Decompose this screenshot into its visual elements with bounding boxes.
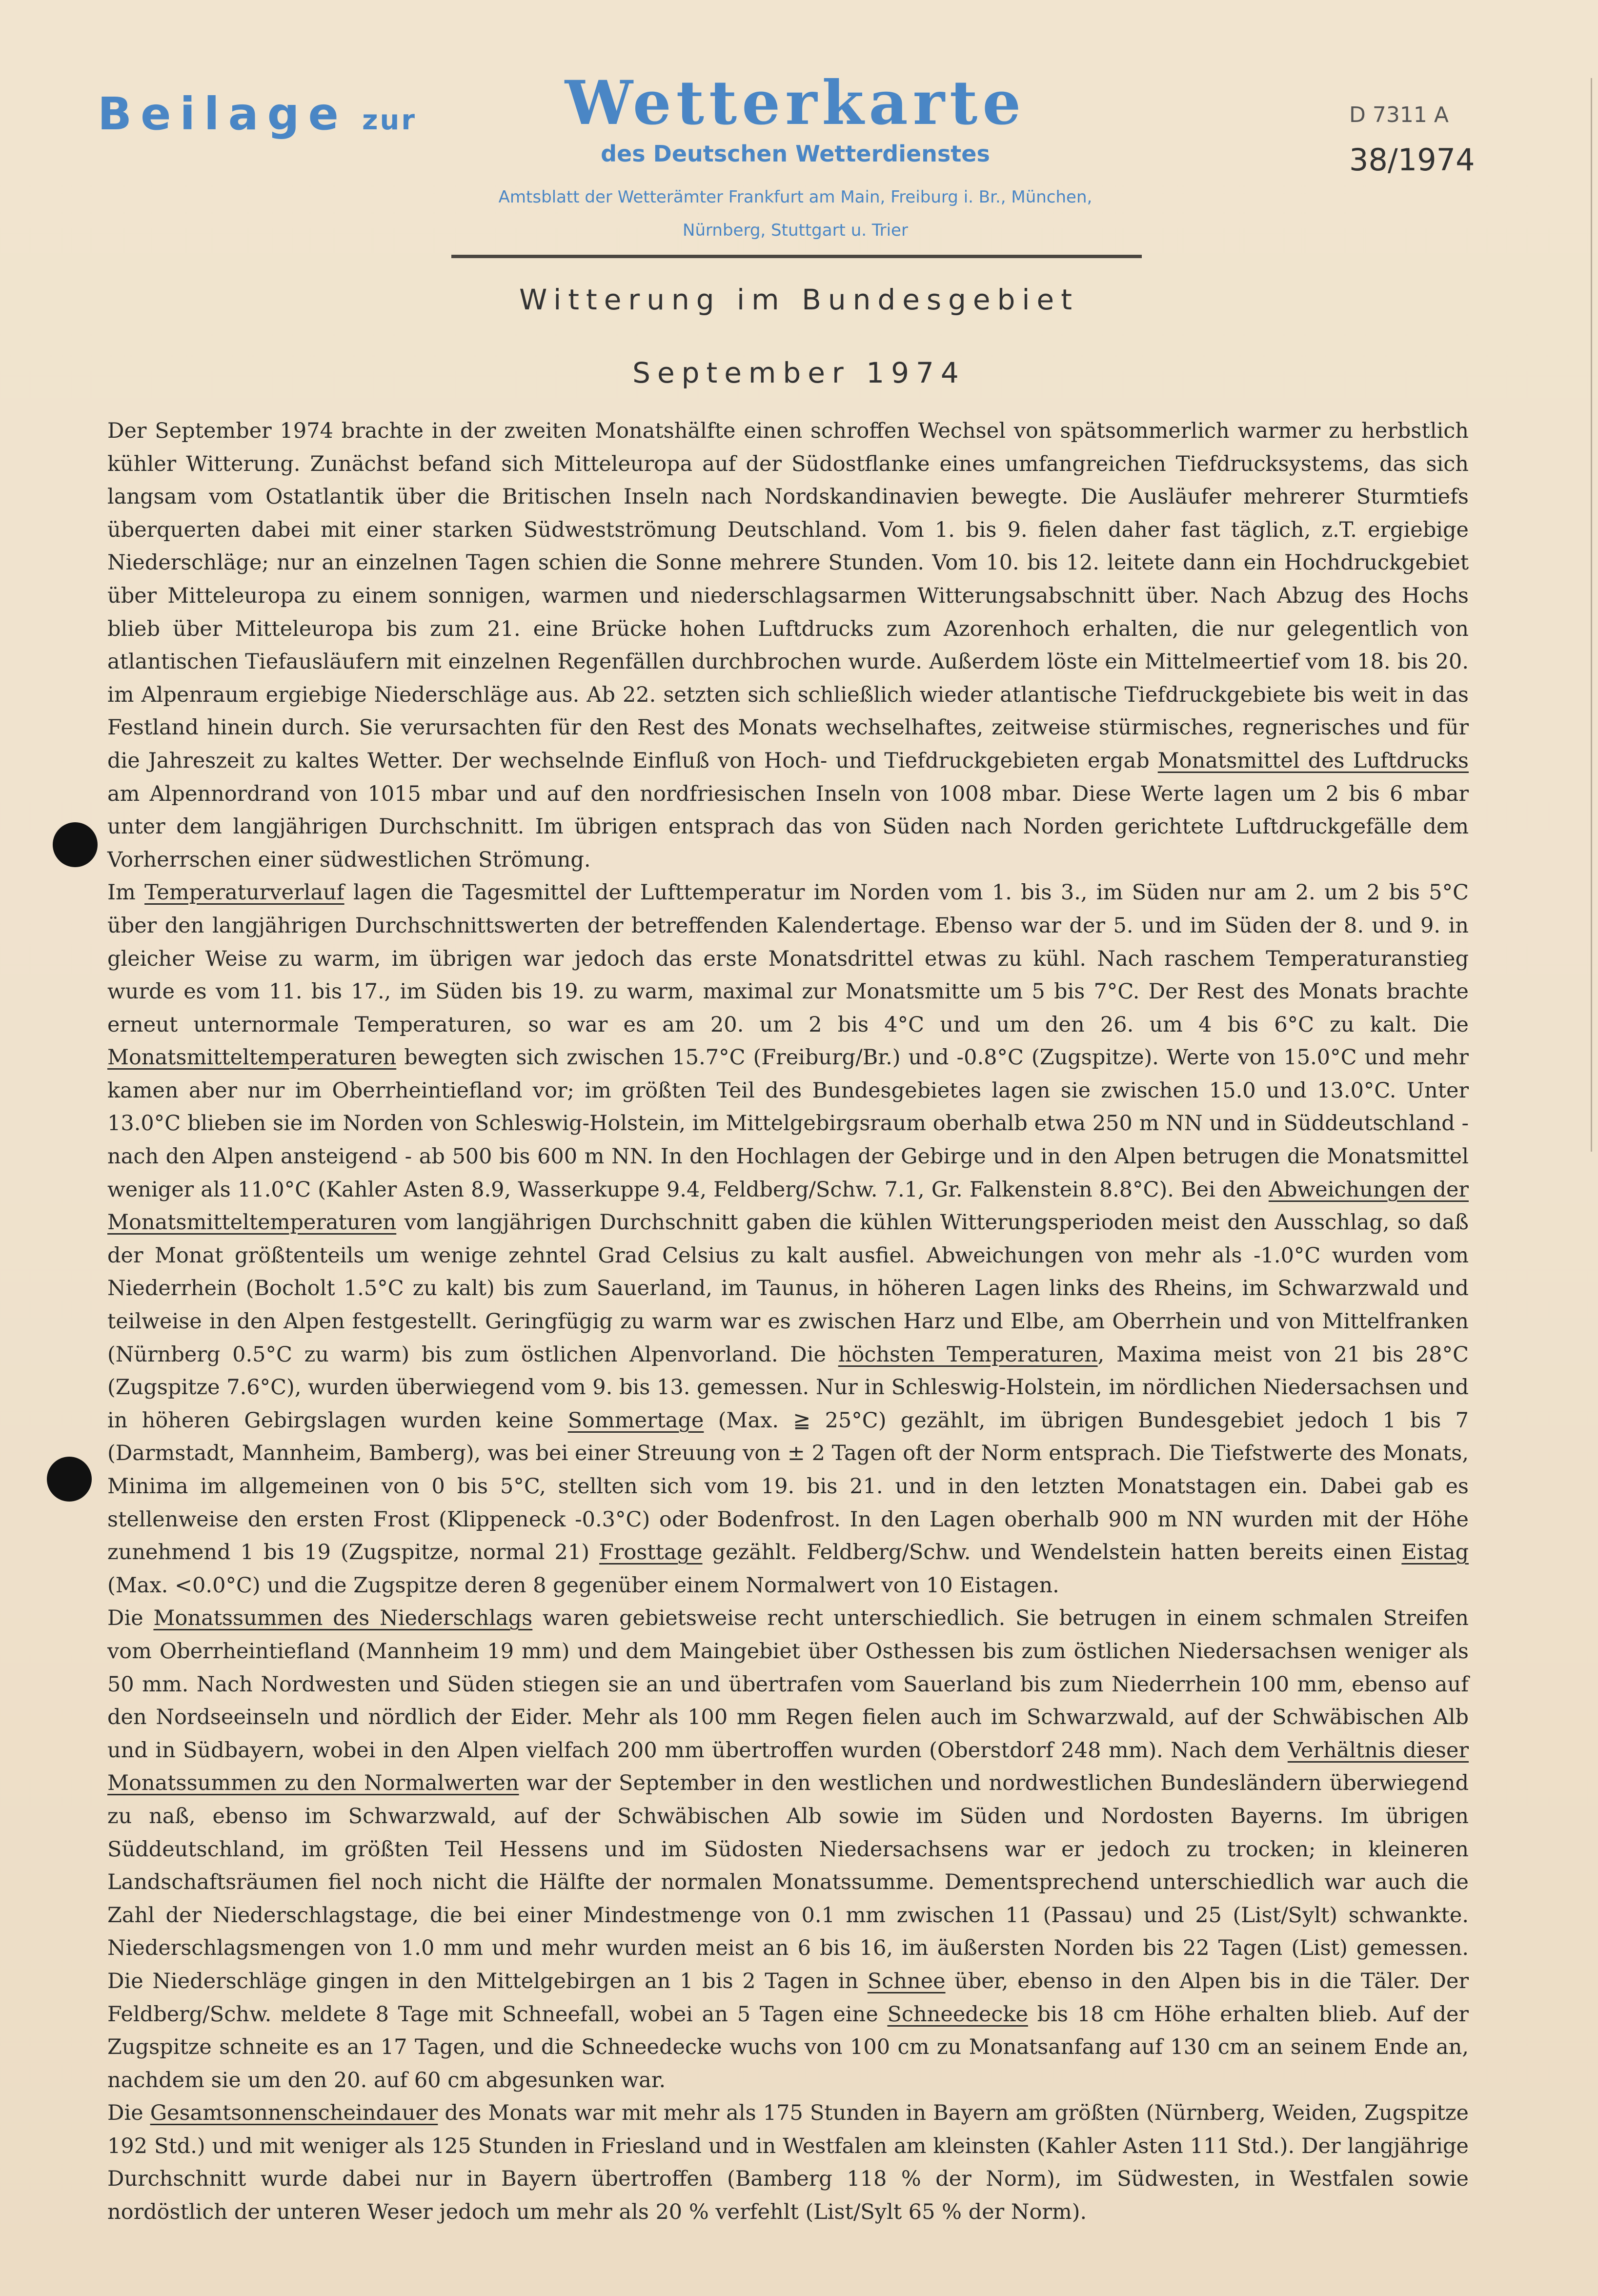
text-run: bis 18 cm Höhe erhalten blieb. Auf der Zugspitze schneite es an 17 Tagen, und die Schneedecke wuchs von 100 cm zu Monatsanfang auf 130 cm an seinem Ende an, nachdem sie um den 20. auf 60 cm abgesunken war. (107, 2002, 1469, 2093)
text-run: am Alpennordrand von 1015 mbar und auf den nordfriesischen Inseln von 1008 mbar. Diese Werte lagen um 2 bis 6 mbar unter dem langjährigen Durchschnitt. Im übrigen entsprach das von Süden nach Norden gerichtete Luftdruckgefälle dem Vorherrschen einer südwestlichen Strömung. (107, 781, 1469, 872)
text-run: (Max. ≧ 25°C) gezählt, im übrigen Bundesgebiet jedoch 1 bis 7 (Darmstadt, Mannheim, Bamberg), was bei einer Streuung von ± 2 Tagen oft der Norm entsprach. Die Tiefstwerte des Monats, Minima im allgemeinen von 0 bis 5°C, stellten sich vom 19. bis 21. und in den letzten Monatstagen ein. Dabei gab es stellenweise den ersten Frost (Klippeneck -0.3°C) oder Bodenfrost. In den Lagen oberhalb 900 m NN wurden mit der Höhe zunehmend 1 bis 19 (Zugspitze, normal 21) (107, 1408, 1469, 1565)
punch-hole-bottom (47, 1457, 92, 1502)
report-body (107, 415, 1469, 2229)
term-verhaeltnis: Verhältnis dieser Monatssummen zu den Normalwerten (107, 1738, 1469, 1796)
beilage-text: Beilage (98, 88, 347, 140)
amtsblatt-line-1: Amtsblatt der Wetterämter Frankfurt am Main, Freiburg i. Br., München, (498, 187, 1092, 207)
term-temperaturverlauf: Temperaturverlauf (144, 880, 344, 905)
masthead-title: Wetterkarte (565, 68, 1026, 139)
term-hoechste-temperaturen: höchsten Temperaturen (838, 1342, 1098, 1367)
text-run: war der September in den westlichen und nordwestlichen Bundesländern überwiegend zu naß, ebenso im Schwarzwald, auf der Schwäbischen Alb sowie im Süden und Nordosten Bayerns. Im übrigen Süddeutschland, im größten Teil Hessens und im Südosten Niedersachsens war er jedoch zu trocken; in kleineren Landschaftsräumen fiel noch nicht die Hälfte der normalen Monatssumme. Dementsprechend unterschiedlich war auch die Zahl der Niederschlagstage, die bei einer Mindestmenge von 0.1 mm zwischen 11 (Passau) und 25 (List/Sylt) schwankte. Niederschlagsmengen von 1.0 mm und mehr wurden meist an 6 bis 16, im äußersten Norden bis 22 Tagen (List) gemessen. Die Niederschläge gingen in den Mittelgebirgen an 1 bis 2 Tagen in (107, 1771, 1469, 1993)
document-code: D 7311 A (1349, 102, 1449, 127)
issue-info (1349, 102, 1475, 178)
term-frosttage: Frosttage (599, 1540, 703, 1565)
paragraph-precipitation (107, 1602, 1469, 2097)
punch-hole-top (53, 822, 98, 867)
text-run: vom langjährigen Durchschnitt gaben die kühlen Witterungsperioden meist den Ausschlag, so daß der Monat größtenteils um wenige zehntel Grad Celsius zu kalt ausfiel. Abweichungen von mehr als -1.0°C wurden vom Niederrhein (Bocholt 1.5°C zu kalt) bis zum Sauerland, im Taunus, in höheren Lagen links des Rheins, im Schwarzwald und teilweise in den Alpen festgestellt. Geringfügig zu warm war es zwischen Harz und Elbe, am Oberrhein und von Mittelfranken (Nürnberg 0.5°C zu warm) bis zum östlichen Alpenvorland. Die (107, 1210, 1469, 1367)
text-run: waren gebietsweise recht unterschiedlich. Sie betrugen in einem schmalen Streifen vom Oberrheintiefland (Mannheim 19 mm) und dem Maingebiet über Osthessen bis zum östlichen Niedersachsen weniger als 50 mm. Nach Nordwesten und Süden stiegen sie an und übertrafen vom Sauerland bis zum Niederrhein 100 mm, ebenso auf den Nordseeinseln und nördlich der Eider. Mehr als 100 mm Regen fielen auch im Schwarzwald, auf der Schwäbischen Alb und in Südbayern, wobei in den Alpen vielfach 200 mm übertroffen wurden (Oberstdorf 248 mm). Nach dem (107, 1606, 1469, 1763)
term-niederschlag: Monatssummen des Niederschlags (153, 1606, 533, 1631)
term-monatsmitteltemperaturen: Monatsmitteltemperaturen (107, 1045, 397, 1070)
term-luftdruck: Monatsmittel des Luftdrucks (1157, 748, 1469, 773)
issue-number: 38/1974 (1349, 142, 1475, 178)
term-eistag: Eistag (1401, 1540, 1469, 1565)
text-run: (Max. <0.0°C) und die Zugspitze deren 8 gegenüber einem Normalwert von 10 Eistagen. (107, 1573, 1059, 1598)
amtsblatt-line-2: Nürnberg, Stuttgart u. Trier (683, 221, 908, 240)
term-schneedecke: Schneedecke (887, 2002, 1028, 2027)
header-rule (451, 255, 1142, 258)
masthead-amtsblatt (439, 181, 1152, 247)
text-run: Im (107, 880, 145, 905)
term-schnee: Schnee (867, 1969, 946, 1993)
text-run: des Monats war mit mehr als 175 Stunden in Bayern am größten (Nürnberg, Weiden, Zugspitze 192 Std.) und mit weniger als 125 Stunden in Friesland und in Westfalen am kleinsten (Kahler Asten 111 Std.). Der langjährige Durchschnitt wurde dabei nur in Bayern übertroffen (Bamberg 118 % der Norm), im Südwesten, in Westfalen sowie nordöstlich der unteren Weser jedoch um mehr als 20 % verfehlt (List/Sylt 65 % der Norm). (107, 2101, 1469, 2225)
term-abweichungen: Abweichungen der Monatsmitteltemperaturen (107, 1177, 1469, 1235)
text-run: Der September 1974 brachte in der zweiten Monatshälfte einen schroffen Wechsel von spätsommerlich warmer zu herbstlich kühler Witterung. Zunächst befand sich Mitteleuropa auf der Südostflanke eines umfangreichen Tiefdrucksystems, das sich langsam vom Ostatlantik über die Britischen Inseln nach Nordskandinavien bewegte. Die Ausläufer mehrerer Sturmtiefs überquerten dabei mit einer starken Südwestströmung Deutschland. Vom 1. bis 9. fielen daher fast täglich, z.T. ergiebige Niederschläge; nur an einzelnen Tagen schien die Sonne mehrere Stunden. Vom 10. bis 12. leitete dann ein Hochdruckgebiet über Mitteleuropa zu einem sonnigen, warmen und niederschlagsarmen Witterungsabschnitt über. Nach Abzug des Hochs blieb über Mitteleuropa bis zum 21. eine Brücke hohen Luftdrucks zum Azorenhoch erhalten, die nur gelegentlich von atlantischen Tiefausläufern mit einzelnen Regenfällen durchbrochen wurde. Außerdem löste ein Mittelmeertief vom 18. bis 20. im Alpenraum ergiebige Niederschläge aus. Ab 22. setzten sich schließlich wieder atlantische Tiefdruckgebiete bis weit in das Festland hinein durch. Sie verursachten für den Rest des Monats wechselhaftes, zeitweise stürmisches, regnerisches und für die Jahreszeit zu kaltes Wetter. Der wechselnde Einfluß von Hoch- und Tiefdruckgebieten ergab (107, 419, 1469, 773)
document-title: Witterung im Bundesgebiet (519, 283, 1079, 316)
term-sonnenscheindauer: Gesamtsonnenscheindauer (150, 2101, 438, 2126)
text-run: bewegten sich zwischen 15.7°C (Freiburg/Br.) und -0.8°C (Zugspitze). Werte von 15.0°C und mehr kamen aber nur im Oberrheintiefland vor; im größten Teil des Bundesgebietes lagen sie zwischen 15.0 und 13.0°C. Unter 13.0°C blieben sie im Norden von Schleswig-Holstein, im Mittelgebirgsraum oberhalb etwa 250 m NN und in Süddeutschland - nach den Alpen ansteigend - ab 500 bis 600 m NN. In den Hochlagen der Gebirge und in den Alpen betrugen die Monatsmittel weniger als 11.0°C (Kahler Asten 8.9, Wasserkuppe 9.4, Feldberg/Schw. 7.1, Gr. Falkenstein 8.8°C). Bei den (107, 1045, 1469, 1202)
paragraph-temperature (107, 876, 1469, 1602)
page-edge-line (1591, 78, 1592, 1152)
term-sommertage: Sommertage (567, 1408, 704, 1433)
paragraph-sunshine (107, 2097, 1469, 2229)
text-run: gezählt. Feldberg/Schw. und Wendelstein hatten bereits einen (702, 1540, 1402, 1565)
text-run: über, ebenso in den Alpen bis in die Täler. Der Feldberg/Schw. meldete 8 Tage mit Schneefall, wobei an 5 Tagen eine (107, 1969, 1469, 2027)
supplement-label (98, 88, 417, 140)
text-run: Die (107, 2101, 150, 2126)
paragraph-pressure (107, 415, 1469, 876)
text-run: Die (107, 1606, 154, 1631)
zur-text: zur (362, 104, 417, 136)
text-run: lagen die Tagesmittel der Lufttemperatur im Norden vom 1. bis 3., im Süden nur am 2. um 2 bis 5°C über den langjährigen Durchschnittswerten der betreffenden Kalendertage. Ebenso war der 5. und im Süden der 8. und 9. in gleicher Weise zu warm, im übrigen war jedoch das erste Monatsdrittel etwas zu kühl. Nach raschem Temperaturanstieg wurde es vom 11. bis 17., im Süden bis 19. zu warm, maximal zur Monatsmitte um 5 bis 7°C. Der Rest des Monats brachte erneut unternormale Temperaturen, so war es am 20. um 2 bis 4°C und um den 26. um 4 bis 6°C zu kalt. Die (107, 880, 1469, 1037)
masthead-subtitle: des Deutschen Wetterdienstes (601, 141, 990, 167)
masthead (439, 68, 1152, 247)
text-run: , Maxima meist von 21 bis 28°C (Zugspitze 7.6°C), wurden überwiegend vom 9. bis 13. gemessen. Nur in Schleswig-Holstein, im nördlichen Niedersachsen und in höheren Gebirgslagen wurden keine (107, 1342, 1469, 1433)
document-month: September 1974 (632, 356, 966, 389)
